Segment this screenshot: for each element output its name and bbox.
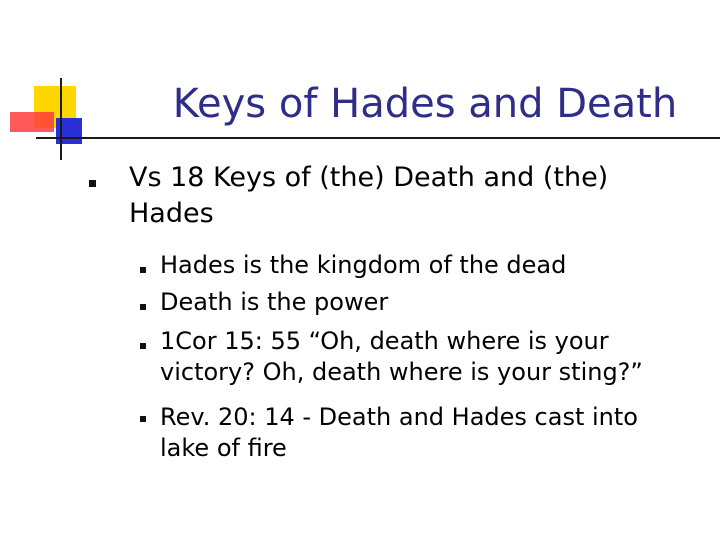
sub-bullet-text: Hades is the kingdom of the dead	[160, 251, 567, 279]
bullet-square-icon	[140, 416, 146, 422]
sub-bullet-text: 1Cor 15: 55 “Oh, death where is your victory? Oh, death where is your sting?”	[160, 327, 643, 386]
bullet-square-icon	[89, 180, 96, 187]
bullet-square-icon	[140, 267, 146, 273]
slide-title: Keys of Hades and Death	[172, 81, 678, 127]
sub-bullet-text: Rev. 20: 14 - Death and Hades cast into lake of fire	[160, 403, 638, 462]
bullet-square-icon	[140, 304, 146, 310]
bullet-square-icon	[140, 343, 146, 349]
sub-bullet-text: Death is the power	[160, 288, 389, 316]
bullet-level1-text: Vs 18 Keys of (the) Death and (the) Hades	[129, 162, 609, 229]
